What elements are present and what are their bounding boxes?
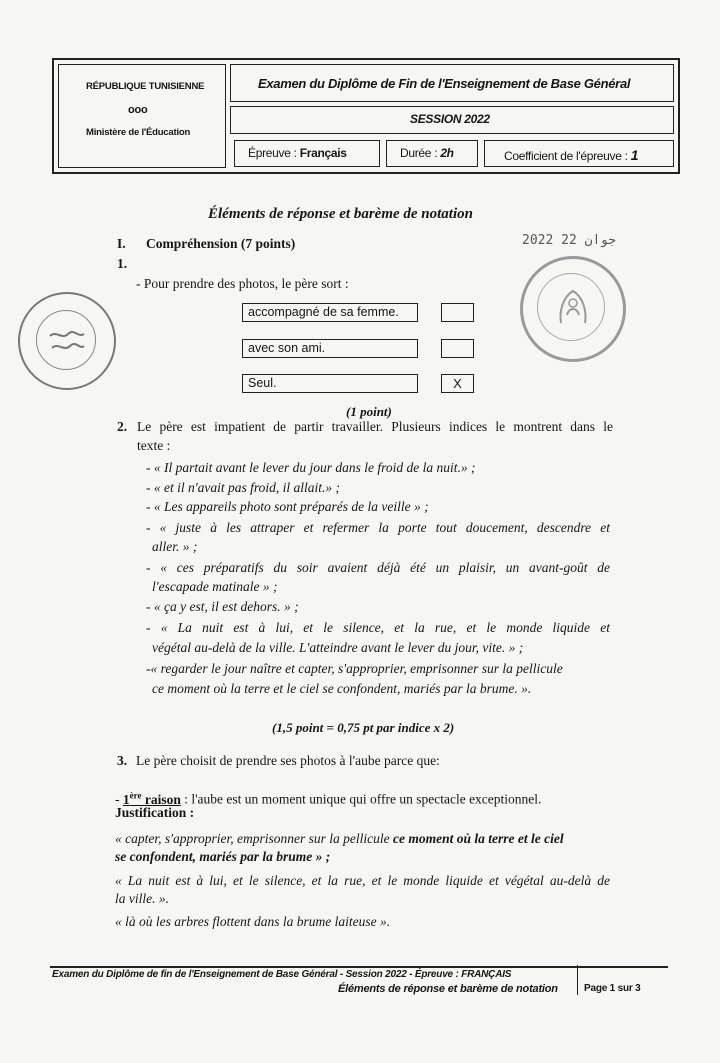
official-seal-stamp [520, 256, 626, 362]
ministry-cell [58, 64, 226, 168]
republic-label: RÉPUBLIQUE TUNISIENNE [86, 81, 205, 92]
footer-separator [577, 965, 578, 995]
question-2-line-1: Le père est impatient de partir travailler. Plusieurs indices le montrent dans le [137, 419, 613, 434]
page-number: Page 1 sur 3 [584, 983, 641, 994]
coef-label: Coefficient de l'épreuve : [504, 149, 628, 163]
option-3-box: Seul. [242, 374, 418, 393]
justification-1-part-b: ce moment où la terre et le ciel [393, 831, 564, 846]
justification-2-line-2: la ville. ». [115, 891, 169, 906]
section-number: I. [117, 236, 126, 251]
justification-2-line-1: « La nuit est à lui, et le silence, et la rue, et le monde liquide et végétal au-delà de [115, 873, 610, 888]
indice-4-line-1: - « juste à les attraper et refermer la porte tout doucement, descendre et [146, 520, 610, 535]
option-2-checkbox [441, 339, 474, 358]
school-stamp-script-icon [48, 328, 86, 354]
justification-1-part-d: » ; [312, 849, 331, 864]
justification-label: Justification : [115, 805, 195, 820]
duree-field [400, 146, 454, 160]
section-title: Compréhension (7 points) [146, 236, 296, 251]
school-stamp [18, 292, 116, 390]
raison-ordinal: ère [129, 790, 142, 800]
document-title: Éléments de réponse et barème de notation [208, 206, 473, 222]
footer-line-1: Examen du Diplôme de fin de l'Enseignement de Base Général - Session 2022 - Épreuve : FRANÇAIS [52, 969, 512, 980]
indice-7-line-2: végétal au-delà de la ville. L'atteindre avant le lever du jour, vite. » ; [152, 640, 524, 655]
exam-title: Examen du Diplôme de Fin de l'Enseignement de Base Général [258, 76, 631, 91]
footer-line-2: Éléments de réponse et barème de notation [338, 983, 558, 995]
option-3-checkbox: X [441, 374, 474, 393]
raison-word: raison [141, 791, 181, 807]
indice-5-line-2: l'escapade matinale » ; [152, 579, 278, 594]
epreuve-field [248, 146, 347, 160]
question-1-points: (1 point) [346, 404, 392, 419]
indice-4-line-2: aller. » ; [152, 539, 198, 554]
seal-emblem-icon [553, 285, 593, 329]
epreuve-label: Épreuve : [248, 146, 297, 160]
justification-1-line-1 [115, 829, 564, 849]
option-1-checkbox [441, 303, 474, 322]
indice-8-line-2: ce moment où la terre et le ciel se confondent, mariés par la brume. ». [152, 681, 532, 696]
question-3-number: 3. [117, 753, 128, 768]
question-2-points: (1,5 point = 0,75 pt par indice x 2) [272, 720, 455, 735]
raison-text: : l'aube est un moment unique qui offre un spectacle exceptionnel. [180, 791, 542, 807]
justification-1-line-2 [115, 847, 330, 867]
option-2-box: avec son ami. [242, 339, 418, 358]
coef-value: 1 [630, 147, 639, 163]
question-2-number: 2. [117, 419, 128, 434]
epreuve-value: Français [299, 146, 347, 160]
indice-8-line-1: -« regarder le jour naître et capter, s'approprier, emprisonner sur la pellicule [146, 661, 563, 676]
justification-1-part-a: « capter, s'approprier, emprisonner sur la pellicule [115, 831, 393, 846]
indice-2: - « et il n'avait pas froid, il allait.» ; [146, 480, 341, 495]
coef-field [504, 147, 638, 163]
header-separator: ooo [128, 104, 148, 116]
question-1-intro: - Pour prendre des photos, le père sort : [136, 276, 349, 291]
indice-3: - « Les appareils photo sont préparés de la veille » ; [146, 499, 429, 514]
justification-1-part-c: se confondent, mariés par la brume [115, 849, 313, 864]
indice-6: - « ça y est, il est dehors. » ; [146, 599, 299, 614]
raison-prefix: - [115, 791, 123, 807]
duree-label: Durée : [400, 146, 438, 160]
raison-number: 1 [122, 791, 130, 807]
session-label: SESSION 2022 [410, 112, 490, 126]
question-2-line-2: texte : [137, 438, 171, 453]
stamp-date: 2022 جوان 22 [522, 233, 616, 248]
indice-5-line-1: - « ces préparatifs du soir avaient déjà été un plaisir, un avant-goût de [146, 560, 610, 575]
justification-3: « là où les arbres flottent dans la brume laiteuse ». [115, 914, 391, 929]
option-1-box: accompagné de sa femme. [242, 303, 418, 322]
indice-1: - « Il partait avant le lever du jour dans le froid de la nuit.» ; [146, 460, 476, 475]
ministry-label: Ministère de l'Éducation [86, 127, 191, 138]
duree-value: 2h [440, 146, 454, 160]
question-3-intro: Le père choisit de prendre ses photos à l'aube parce que: [136, 753, 440, 768]
footer-divider [50, 966, 668, 968]
indice-7-line-1: - « La nuit est à lui, et le silence, et la rue, et le monde liquide et [146, 620, 610, 635]
question-1-number: 1. [117, 256, 128, 271]
